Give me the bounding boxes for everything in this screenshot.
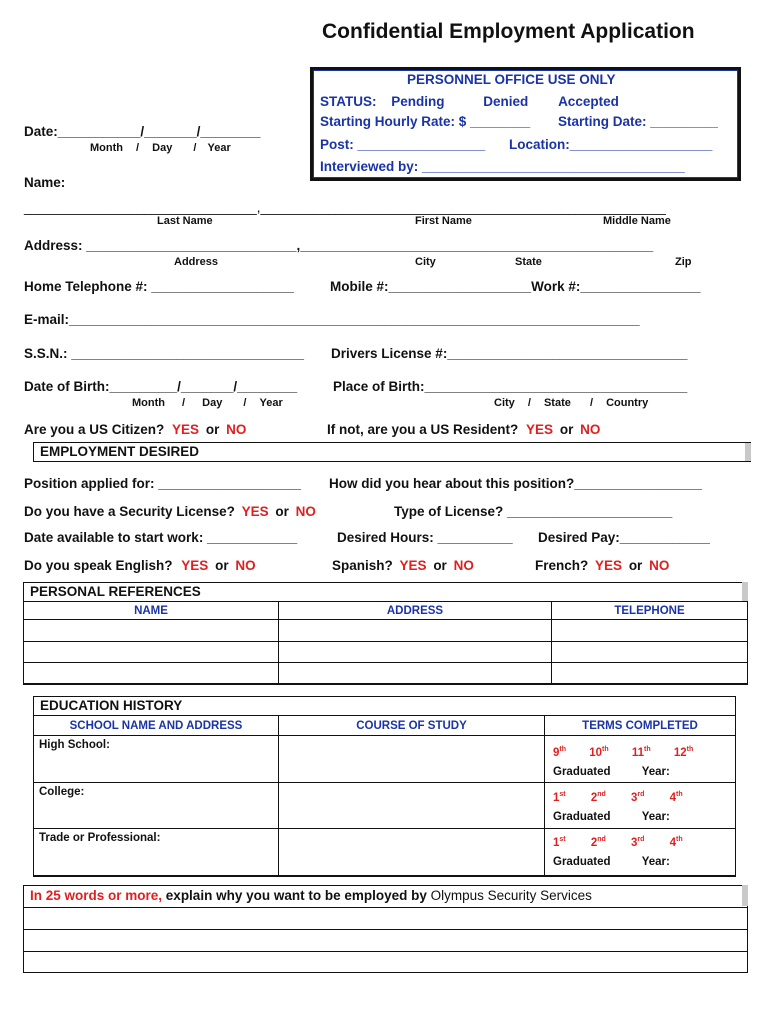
- middle-name-label: Middle Name: [603, 215, 671, 227]
- hear-about-field[interactable]: How did you hear about this position?_________________: [329, 476, 702, 491]
- table-row: [24, 663, 748, 685]
- office-status-row: [320, 94, 622, 109]
- college-cell[interactable]: College:: [34, 783, 279, 829]
- education-header-row: [34, 716, 736, 736]
- table-row: [34, 783, 736, 829]
- citizen-yes: YES: [172, 422, 200, 437]
- essay-line[interactable]: [24, 929, 747, 951]
- table-row: [34, 736, 736, 783]
- references-shadow: [742, 582, 748, 602]
- last-name-label: Last Name: [157, 215, 213, 227]
- education-col-course: COURSE OF STUDY: [279, 716, 545, 736]
- reference-name-cell[interactable]: [24, 663, 279, 685]
- date-day-label: Day: [152, 142, 173, 154]
- employment-desired-bar: [33, 442, 751, 462]
- essay-line[interactable]: [24, 907, 747, 929]
- email-field[interactable]: E-mail:____________________________________________________________________________: [24, 312, 640, 327]
- reference-address-cell[interactable]: [279, 620, 552, 642]
- resident-row: If not, are you a US Resident? YES or NO: [327, 422, 601, 437]
- location-field[interactable]: Location:___________________: [509, 137, 713, 152]
- name-label: Name:: [24, 175, 66, 190]
- home-telephone-field[interactable]: Home Telephone #: ___________________: [24, 279, 294, 294]
- education-col-school: SCHOOL NAME AND ADDRESS: [34, 716, 279, 736]
- essay-prompt: [30, 888, 592, 903]
- zip-sublabel: Zip: [675, 256, 692, 268]
- high-school-course-cell[interactable]: [279, 736, 545, 783]
- mobile-work-field[interactable]: Mobile #:___________________Work #:________________: [330, 279, 701, 294]
- city-sublabel: City: [415, 256, 436, 268]
- company-name: Olympus Security Services: [426, 888, 592, 903]
- address-field[interactable]: Address: ____________________________,_______________________________________________: [24, 238, 654, 253]
- date-sublabels: Month / Day / Year: [90, 142, 231, 154]
- date-available-field[interactable]: Date available to start work: ____________: [24, 530, 298, 545]
- ssn-field[interactable]: S.S.N.: _______________________________: [24, 346, 305, 361]
- page-title: Confidential Employment Application: [322, 20, 695, 43]
- pob-sublabels: City / State / Country: [494, 397, 649, 409]
- english-row: Do you speak English? YES or NO: [24, 558, 256, 573]
- education-table: [33, 715, 736, 877]
- reference-address-cell[interactable]: [279, 641, 552, 663]
- education-col-terms: TERMS COMPLETED: [545, 716, 736, 736]
- section-bar-shadow: [745, 443, 751, 461]
- office-heading: PERSONNEL OFFICE USE ONLY: [407, 72, 616, 87]
- pending-label: Pending: [391, 94, 445, 109]
- references-table: [23, 601, 748, 685]
- security-license-row: Do you have a Security License? YES or NO: [24, 504, 316, 519]
- essay-shadow: [742, 885, 748, 906]
- date-field[interactable]: Date:___________/_______/________: [24, 124, 261, 139]
- first-name-label: First Name: [415, 215, 472, 227]
- high-school-cell[interactable]: High School:: [34, 736, 279, 783]
- citizen-question: Are you a US Citizen?: [24, 422, 165, 437]
- essay-prompt-red: In 25 words or more,: [30, 888, 163, 903]
- essay-line[interactable]: [24, 951, 747, 973]
- education-heading: EDUCATION HISTORY: [40, 698, 183, 713]
- resident-question: If not, are you a US Resident?: [327, 422, 519, 437]
- table-row: [24, 620, 748, 642]
- table-row: [24, 641, 748, 663]
- essay-box: [23, 885, 748, 973]
- college-course-cell[interactable]: [279, 783, 545, 829]
- position-field[interactable]: Position applied for: ___________________: [24, 476, 301, 491]
- table-row: [34, 829, 736, 877]
- references-header-row: [24, 602, 748, 620]
- high-school-terms-cell: 9th 10th 11th 12th Graduated Year:: [545, 736, 736, 783]
- reference-telephone-cell[interactable]: [552, 620, 748, 642]
- interviewed-by-field[interactable]: Interviewed by: ___________________________________: [320, 159, 685, 174]
- post-field[interactable]: Post: _________________: [320, 137, 486, 152]
- education-box: [33, 696, 736, 876]
- trade-terms-cell: 1st 2nd 3rd 4th Graduated Year:: [545, 829, 736, 877]
- reference-name-cell[interactable]: [24, 641, 279, 663]
- references-col-name: NAME: [24, 602, 279, 620]
- status-label: STATUS:: [320, 94, 377, 109]
- drivers-license-field[interactable]: Drivers License #:________________________________: [331, 346, 688, 361]
- starting-date-field[interactable]: Starting Date: _________: [558, 114, 718, 129]
- dob-sublabels: Month / Day / Year: [132, 397, 283, 409]
- desired-pay-field[interactable]: Desired Pay:____________: [538, 530, 710, 545]
- citizen-row: Are you a US Citizen? YES or NO: [24, 422, 247, 437]
- starting-rate-field[interactable]: Starting Hourly Rate: $ ________: [320, 114, 531, 129]
- spanish-row: Spanish? YES or NO: [332, 558, 474, 573]
- trade-course-cell[interactable]: [279, 829, 545, 877]
- state-sublabel: State: [515, 256, 542, 268]
- references-box: [23, 582, 748, 684]
- reference-telephone-cell[interactable]: [552, 641, 748, 663]
- references-heading: PERSONAL REFERENCES: [30, 584, 201, 599]
- accepted-label: Accepted: [558, 94, 619, 109]
- employment-heading: EMPLOYMENT DESIRED: [40, 444, 200, 459]
- date-year-label: Year: [207, 142, 231, 154]
- desired-hours-field[interactable]: Desired Hours: __________: [337, 530, 513, 545]
- address-sublabel: Address: [174, 256, 219, 268]
- references-col-telephone: TELEPHONE: [552, 602, 748, 620]
- french-row: French? YES or NO: [535, 558, 670, 573]
- trade-cell[interactable]: Trade or Professional:: [34, 829, 279, 877]
- date-month-label: Month: [90, 142, 123, 154]
- reference-telephone-cell[interactable]: [552, 663, 748, 685]
- references-col-address: ADDRESS: [279, 602, 552, 620]
- college-terms-cell: 1st 2nd 3rd 4th Graduated Year:: [545, 783, 736, 829]
- reference-name-cell[interactable]: [24, 620, 279, 642]
- place-of-birth-field[interactable]: Place of Birth:___________________________________: [333, 379, 688, 394]
- reference-address-cell[interactable]: [279, 663, 552, 685]
- denied-label: Denied: [483, 94, 529, 109]
- citizen-no: NO: [226, 422, 247, 437]
- essay-prompt-text: explain why you want to be employed by: [162, 888, 427, 903]
- name-field[interactable]: _______________________________,______________________________________________________: [24, 200, 666, 215]
- type-of-license-field[interactable]: Type of License? ______________________: [394, 504, 673, 519]
- dob-field[interactable]: Date of Birth:_________/_______/________: [24, 379, 298, 394]
